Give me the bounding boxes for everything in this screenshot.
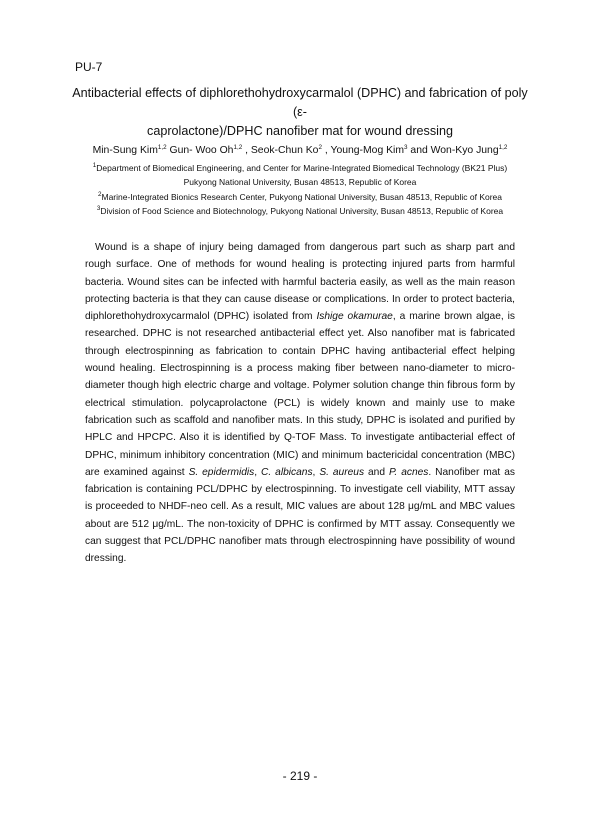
abstract-text: , <box>254 466 262 478</box>
author-separator: , <box>242 145 251 156</box>
author-affil-sup: 1,2 <box>498 144 508 151</box>
affiliation-1-cont: Pukyong National University, Busan 48513, Republic of Korea <box>183 177 417 188</box>
author-name: Won-Kyo Jung <box>430 145 499 156</box>
species-name: Ishige okamurae <box>316 311 393 323</box>
author-separator: and <box>407 145 431 156</box>
abstract-text: , <box>312 466 320 478</box>
bacteria-name: C. albicans <box>261 466 313 478</box>
affiliation-text: Department of Biomedical Engineering, and Center for Marine-Integrated Biomedical Technology (BK21 Plus) <box>96 163 508 173</box>
author-name: Young-Mog Kim <box>330 145 405 156</box>
author-name: Gun- Woo Oh <box>169 145 234 156</box>
session-code: PU-7 <box>75 60 103 74</box>
author-list <box>60 144 540 158</box>
paper-title <box>70 84 530 141</box>
title-line-2: caprolactone)/DPHC nanofiber mat for wound dressing <box>147 124 453 138</box>
bacteria-name: S. aureus <box>319 466 365 478</box>
affiliation-sup: 2 <box>97 190 102 198</box>
abstract-text: and <box>364 466 389 478</box>
abstract-paragraph <box>85 239 515 568</box>
affiliation-sup: 1 <box>92 162 97 169</box>
author-separator: , <box>321 145 331 156</box>
abstract-text: . Nanofiber mat as fabrication is containing PCL/DPHC by electrospinning. To investigate cell viability, MTT assay is proceeded to NHDF-neo cell. As a result, MIC values are about 128 μg/mL and MBC values about are 512 μg/mL. The non-toxicity of DPHC is confirmed by MTT assay. Consequently we can suggest that PCL/DPHC nanofiber mats through electrospinning have possibility of wound dressing. <box>85 466 515 565</box>
affiliations <box>55 161 545 218</box>
affiliation-1 <box>55 161 545 175</box>
author-affil-sup: 3 <box>404 144 408 151</box>
abstract-text: Wound is a shape of injury being damaged from dangerous part such as sharp part and rough surface. One of methods for wound healing is protecting injured parts from harmful bacteria. Wound sites can be infected with harmful bacteria easily, as well as the main reason protecting bacteria is that they can cause disease or complications. In order to protect bacteria, diphlorethohydroxycarmalol (DPHC) isolated from <box>85 242 515 323</box>
title-line-1: Antibacterial effects of diphlorethohydroxycarmalol (DPHC) and fabrication of poly (ε- <box>72 86 528 119</box>
bacteria-name: S. epidermidis <box>188 466 255 478</box>
affiliation-2 <box>55 190 545 204</box>
affiliation-text: Division of Food Science and Biotechnology, Pukyong National University, Busan 48513, Republic of Korea <box>100 205 504 216</box>
author-name: Seok-Chun Ko <box>250 145 319 156</box>
author-name: Min-Sung Kim <box>92 145 158 156</box>
author-affil-sup: 1,2 <box>157 144 167 151</box>
affiliation-sup: 3 <box>96 204 101 212</box>
affiliation-text: Marine-Integrated Bionics Research Center, Pukyong National University, Busan 48513, Republic of Korea <box>101 191 503 202</box>
page-number: - 219 - <box>282 769 318 783</box>
bacteria-name: P. acnes <box>388 466 429 478</box>
author-affil-sup: 1,2 <box>233 144 243 151</box>
abstract-text: , a marine brown algae, is researched. DPHC is not researched antibacterial effect yet. Also nanofiber mat is fabricated through electrospinning as fabrication to contain DPHC having antibacterial effect helping wound healing. Electrospinning is a process making fiber between nano-diameter to micro-diameter though high electric charge and voltage. Polymer solution change thin fibrous form by electrical stimulation. polycaprolactone (PCL) is widely known and mainly use to make fabrication such as scaffold and nanofiber mats. In this study, DPHC is isolated and purified by HPLC and HPCPC. Also it is identified by Q-TOF Mass. To investigate antibacterial effect of DPHC, minimum inhibitory concentration (MIC) and minimum bactericidal concentration (MBC) are examined against <box>85 311 515 478</box>
affiliation-3 <box>55 204 545 218</box>
author-affil-sup: 2 <box>318 144 322 151</box>
